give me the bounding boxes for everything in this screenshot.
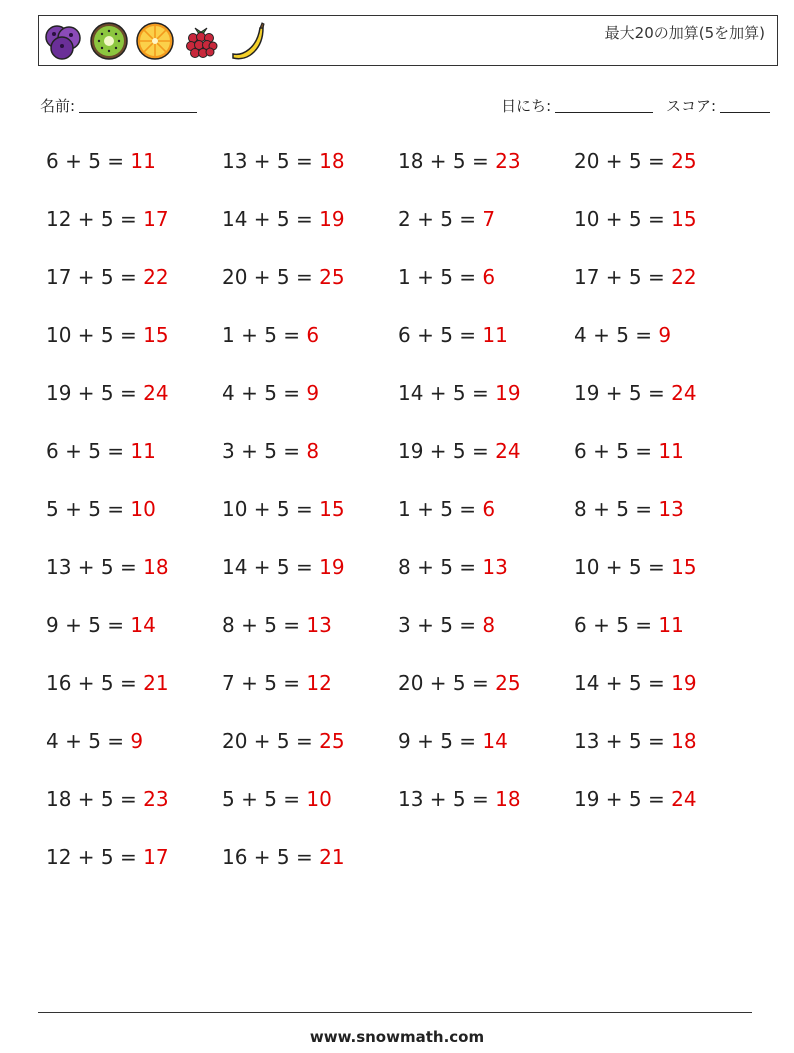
problem-item [222,139,398,197]
problem-answer: 15 [319,497,345,521]
problem-answer: 8 [306,439,320,463]
problem-item [222,545,398,603]
problem-question: 4 + 5 = [46,729,131,753]
problem-answer: 11 [130,149,156,173]
problem-item [398,661,574,719]
problem-item [398,197,574,255]
problem-answer: 25 [671,149,697,173]
problem-item [574,545,750,603]
problem-item [222,603,398,661]
problem-item [574,255,750,313]
problem-answer: 15 [143,323,169,347]
problem-item [398,313,574,371]
date-blank[interactable] [555,98,653,113]
problem-question: 1 + 5 = [222,323,307,347]
problem-question: 1 + 5 = [398,497,483,521]
problem-question: 12 + 5 = [46,845,144,869]
problem-item [222,777,398,835]
problem-question: 10 + 5 = [574,555,672,579]
raspberry-icon [181,20,221,62]
problem-item [222,255,398,313]
date-score-fields [501,95,770,116]
problem-question: 10 + 5 = [222,497,320,521]
problem-item [46,777,222,835]
problem-question: 14 + 5 = [398,381,496,405]
problem-question: 14 + 5 = [222,207,320,231]
problem-answer: 11 [130,439,156,463]
problem-answer: 10 [306,787,332,811]
problem-item [574,603,750,661]
problem-question: 6 + 5 = [398,323,483,347]
problem-question: 6 + 5 = [46,149,131,173]
fruit-icons [43,20,267,62]
problem-item [222,429,398,487]
problem-answer: 15 [671,555,697,579]
problem-answer: 24 [143,381,169,405]
problem-answer: 8 [482,613,496,637]
problem-question: 8 + 5 = [574,497,659,521]
name-label: 名前: [40,97,76,115]
worksheet-title: 最大20の加算(5を加算) [604,24,765,42]
problem-question: 19 + 5 = [574,787,672,811]
problem-answer: 25 [319,265,345,289]
problem-item [574,139,750,197]
problem-answer: 19 [671,671,697,695]
problem-answer: 24 [495,439,521,463]
problem-question: 13 + 5 = [222,149,320,173]
problem-question: 13 + 5 = [574,729,672,753]
date-label: 日にち: [501,97,552,115]
problem-answer: 11 [658,613,684,637]
problem-question: 6 + 5 = [574,613,659,637]
problem-answer: 25 [495,671,521,695]
problem-question: 20 + 5 = [574,149,672,173]
problem-question: 16 + 5 = [222,845,320,869]
worksheet-header [38,15,778,66]
problem-answer: 19 [319,555,345,579]
problem-answer: 11 [658,439,684,463]
problem-item [574,371,750,429]
problem-answer: 9 [658,323,672,347]
problem-answer: 25 [319,729,345,753]
problem-question: 6 + 5 = [46,439,131,463]
problem-answer: 15 [671,207,697,231]
problem-answer: 24 [671,381,697,405]
problem-item [46,661,222,719]
problem-answer: 13 [306,613,332,637]
problem-question: 10 + 5 = [574,207,672,231]
problem-answer: 19 [319,207,345,231]
problem-answer: 23 [143,787,169,811]
problem-item [222,487,398,545]
problem-item [222,661,398,719]
problem-answer: 9 [306,381,320,405]
problem-item [398,719,574,777]
footer-divider [38,1012,752,1013]
name-blank[interactable] [79,98,197,113]
problem-answer: 22 [143,265,169,289]
problem-question: 20 + 5 = [222,265,320,289]
problem-question: 20 + 5 = [398,671,496,695]
problem-question: 4 + 5 = [222,381,307,405]
problem-item [46,371,222,429]
problem-answer: 12 [306,671,332,695]
problem-item [46,313,222,371]
problem-question: 6 + 5 = [574,439,659,463]
problem-answer: 13 [658,497,684,521]
problem-item [574,429,750,487]
plum-icon [43,20,83,62]
problem-item [222,313,398,371]
problem-item [398,139,574,197]
problem-question: 20 + 5 = [222,729,320,753]
problem-item [398,487,574,545]
problem-question: 7 + 5 = [222,671,307,695]
problem-answer: 24 [671,787,697,811]
problem-question: 18 + 5 = [46,787,144,811]
problem-question: 1 + 5 = [398,265,483,289]
problem-answer: 21 [319,845,345,869]
problem-item [574,197,750,255]
problem-item [46,197,222,255]
problem-answer: 10 [130,497,156,521]
problem-answer: 23 [495,149,521,173]
problem-answer: 6 [482,265,496,289]
problem-answer: 13 [482,555,508,579]
problem-answer: 17 [143,845,169,869]
problem-item [46,719,222,777]
problem-item [398,603,574,661]
problem-item [574,487,750,545]
problem-answer: 18 [495,787,521,811]
problem-question: 17 + 5 = [574,265,672,289]
problem-item [574,661,750,719]
problem-answer: 18 [143,555,169,579]
problem-item [398,255,574,313]
problem-question: 3 + 5 = [222,439,307,463]
problem-item [574,719,750,777]
problem-answer: 17 [143,207,169,231]
problem-question: 17 + 5 = [46,265,144,289]
problem-item [222,197,398,255]
problem-question: 5 + 5 = [46,497,131,521]
problem-item [46,255,222,313]
problem-question: 9 + 5 = [46,613,131,637]
problem-question: 12 + 5 = [46,207,144,231]
problem-question: 8 + 5 = [222,613,307,637]
problem-item [574,777,750,835]
problem-answer: 18 [671,729,697,753]
name-field [40,95,197,116]
banana-icon [227,20,267,62]
problem-question: 3 + 5 = [398,613,483,637]
problem-question: 5 + 5 = [222,787,307,811]
problem-answer: 19 [495,381,521,405]
problem-question: 19 + 5 = [574,381,672,405]
problem-item [222,371,398,429]
problem-question: 19 + 5 = [46,381,144,405]
problem-answer: 22 [671,265,697,289]
problem-question: 8 + 5 = [398,555,483,579]
problem-question: 10 + 5 = [46,323,144,347]
problem-answer: 7 [482,207,496,231]
problem-grid [46,139,750,893]
problem-item [398,429,574,487]
problem-item [46,603,222,661]
problem-question: 4 + 5 = [574,323,659,347]
problem-question: 16 + 5 = [46,671,144,695]
problem-answer: 9 [130,729,144,753]
problem-item [574,313,750,371]
problem-item [46,835,222,893]
problem-answer: 18 [319,149,345,173]
problem-answer: 21 [143,671,169,695]
problem-item [222,835,398,893]
score-blank[interactable] [720,98,770,113]
footer-url: www.snowmath.com [309,1028,485,1046]
problem-item [398,545,574,603]
problem-item [46,139,222,197]
problem-question: 9 + 5 = [398,729,483,753]
score-label: スコア: [665,97,716,115]
problem-answer: 11 [482,323,508,347]
problem-question: 13 + 5 = [46,555,144,579]
problem-question: 14 + 5 = [222,555,320,579]
problem-item [222,719,398,777]
problem-item [46,545,222,603]
problem-answer: 14 [130,613,156,637]
problem-question: 14 + 5 = [574,671,672,695]
problem-question: 18 + 5 = [398,149,496,173]
problem-item [46,429,222,487]
problem-item [398,777,574,835]
problem-answer: 14 [482,729,508,753]
problem-item [398,371,574,429]
problem-answer: 6 [306,323,320,347]
orange-icon [135,20,175,62]
problem-question: 13 + 5 = [398,787,496,811]
problem-question: 19 + 5 = [398,439,496,463]
kiwi-icon [89,20,129,62]
problem-question: 2 + 5 = [398,207,483,231]
problem-answer: 6 [482,497,496,521]
problem-item [46,487,222,545]
